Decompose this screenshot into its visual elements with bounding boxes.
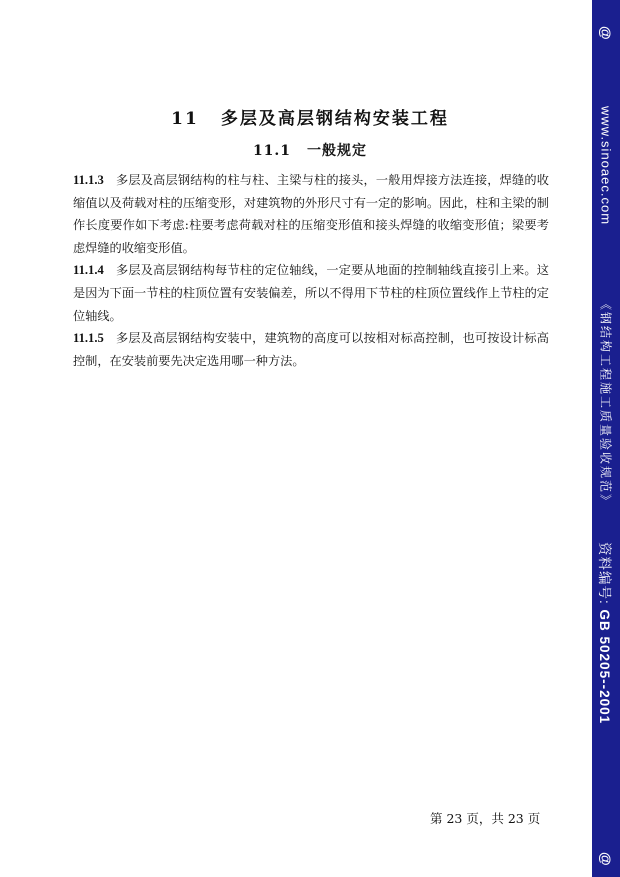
clause-11-1-4 (73, 259, 549, 327)
clause-text: 多层及高层钢结构的柱与柱、主梁与柱的接头，一般用焊接方法连接，焊缝的收缩值以及荷载对柱的压缩变形，对建筑物的外形尺寸有一定的影响。因此，柱和主梁的制作长度要作如下考虑:柱要考虑荷载对柱的压缩变形值和接头焊缝的收缩变形值；梁要考虑焊缝的收缩变形值。 (73, 173, 549, 255)
document-code (586, 542, 612, 725)
clause-number: 11.1.5 (73, 331, 104, 346)
clause-11-1-3 (73, 169, 549, 259)
section-title (0, 140, 620, 160)
section-number: 11.1 (252, 143, 292, 159)
clause-number: 11.1.4 (73, 263, 104, 278)
document-body (73, 169, 549, 372)
chapter-title (0, 104, 620, 129)
clause-text: 多层及高层钢结构安装中，建筑物的高度可以按相对标高控制，也可按设计标高控制，在安装前要先决定选用哪一种方法。 (73, 331, 549, 368)
clause-11-1-5 (73, 327, 549, 372)
website-url: www.sinoaec.com (598, 106, 614, 226)
chapter-number: 11 (171, 109, 199, 129)
sidebar-band (592, 0, 620, 877)
at-icon: @ (598, 26, 614, 40)
code-label: 资料编号: (597, 542, 612, 605)
clause-text: 多层及高层钢结构每节柱的定位轴线，一定要从地面的控制轴线直接引上来。这是因为下面一节柱的柱顶位置有安装偏差，所以不得用下节柱的柱顶位置线作上节柱的定位轴线。 (73, 263, 549, 323)
chapter-title-text: 多层及高层钢结构安装工程 (220, 109, 449, 129)
code-value: GB 50205--2001 (597, 609, 612, 725)
clause-number: 11.1.3 (73, 173, 104, 187)
book-title: 《钢结构工程施工质量验收规范》 (598, 298, 613, 509)
section-title-text: 一般规定 (307, 143, 368, 159)
at-icon-bottom: @ (598, 852, 614, 866)
page-footer: 第 23 页，共 23 页 (430, 811, 541, 826)
